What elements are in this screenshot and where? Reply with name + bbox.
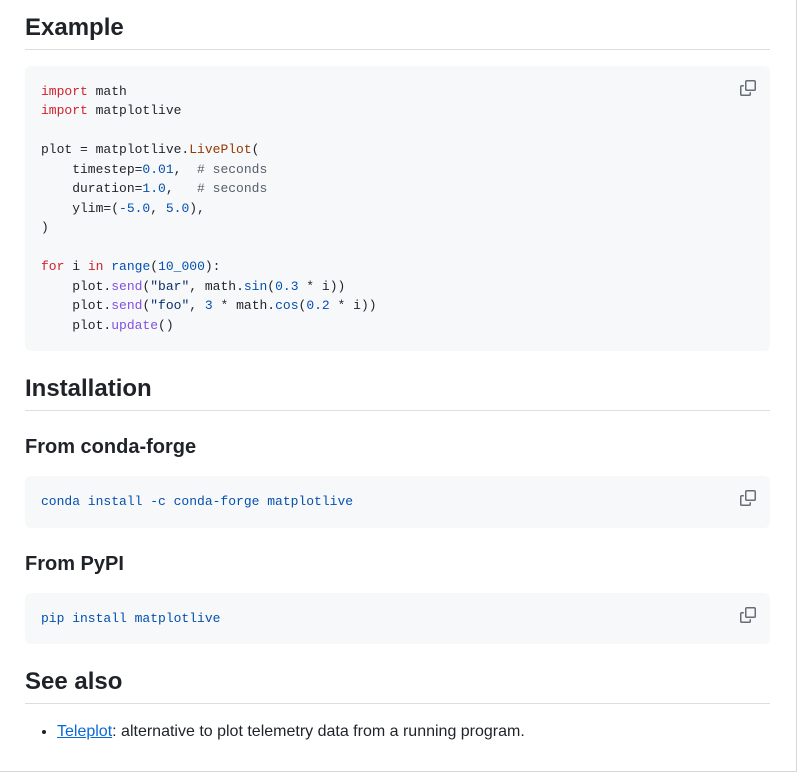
code-example: import math import matplotlive plot = matplotlive.LivePlot( timestep=0.01, # seconds duration=1.0, # seconds ylim=(-5.0, 5.0), ) for i in range(10_000): plot.send("bar", math.sin(0.3 * i)) plot.send("foo", 3 * math.cos(0.2 * i)) plot.update() <box>41 83 377 333</box>
code-block-conda <box>25 476 770 528</box>
copy-button-pip[interactable] <box>734 601 762 629</box>
list-item-text: : alternative to plot telemetry data from a running program. <box>112 722 525 740</box>
heading-installation: Installation <box>25 375 770 411</box>
copy-icon <box>740 607 756 623</box>
heading-see-also: See also <box>25 668 770 704</box>
code-block-example <box>25 66 770 352</box>
heading-from-conda-forge: From conda-forge <box>25 436 197 459</box>
copy-icon <box>740 80 756 96</box>
copy-button-conda[interactable] <box>734 484 762 512</box>
code-conda: conda install -c conda-forge matplotlive <box>41 494 354 510</box>
copy-button-example[interactable] <box>734 74 762 102</box>
code-pip: pip install matplotlive <box>41 610 221 626</box>
code-block-pip <box>25 593 770 645</box>
heading-from-pypi: From PyPI <box>25 552 124 575</box>
see-also-list <box>25 720 770 744</box>
copy-icon <box>740 490 756 506</box>
teleplot-link[interactable]: Teleplot <box>57 722 113 740</box>
list-item-teleplot <box>57 720 770 744</box>
heading-example: Example <box>25 14 770 50</box>
